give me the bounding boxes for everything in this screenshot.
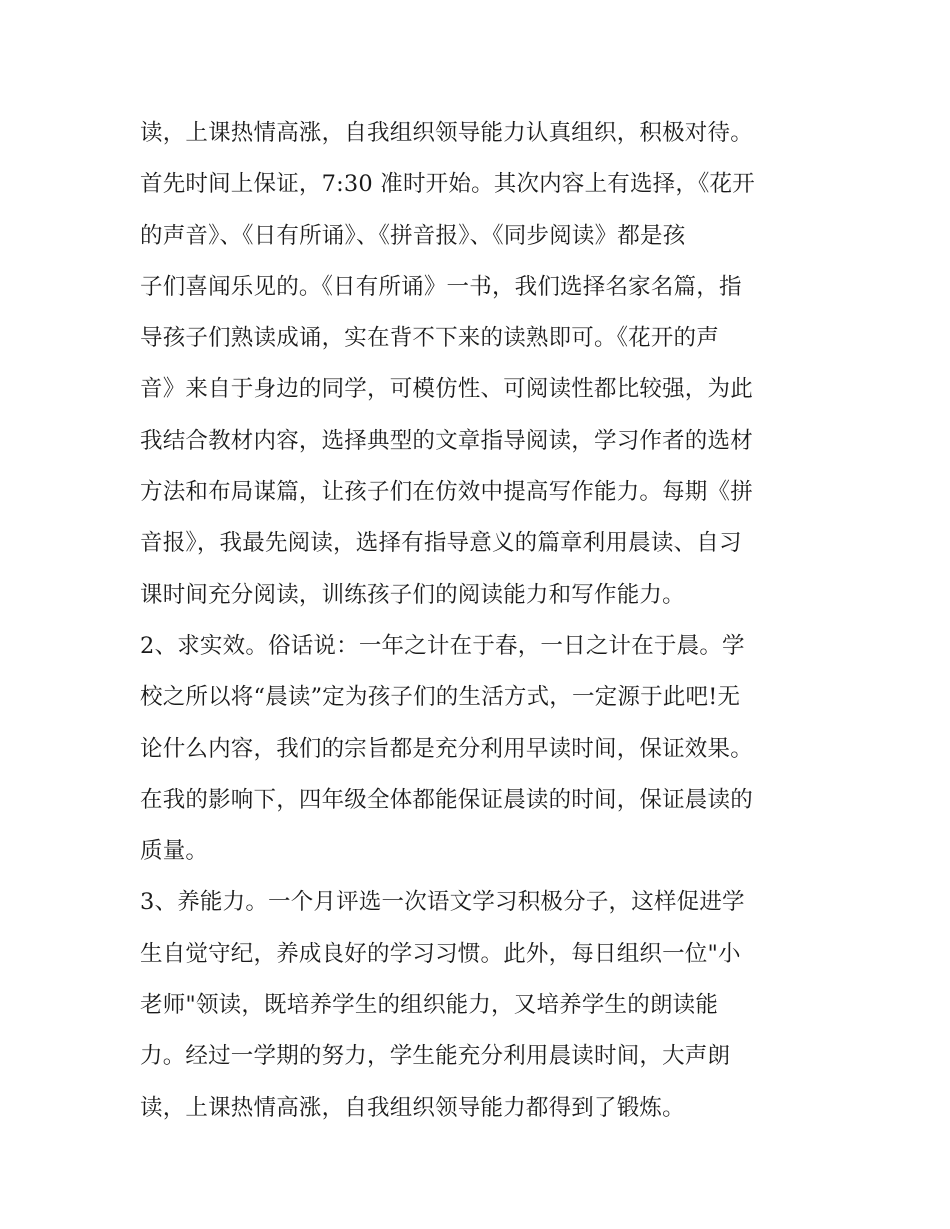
text-line: 校之所以将“晨读”定为孩子们的生活方式，一定源于此吧!无 [140,684,741,711]
text-line: 论什么内容，我们的宗旨都是充分利用早读时间，保证效果。 [140,735,753,762]
text-line: 音报》，我最先阅读，选择有指导意义的篇章利用晨读、自习 [140,530,742,557]
text-line: 质量。 [140,838,209,865]
text-line: 首先时间上保证，7:30 准时开始。其次内容上有选择，《花开 [140,171,755,198]
text-line: 音》来自于身边的同学，可模仿性、可阅读性都比较强，为此 [140,376,753,403]
text-line: 我结合教材内容，选择典型的文章指导阅读，学习作者的选材 [140,427,753,454]
text-line: 课时间充分阅读，训练孩子们的阅读能力和写作能力。 [140,581,685,608]
text-line: 方法和布局谋篇，让孩子们在仿效中提高写作能力。每期《拼 [140,479,753,506]
text-line: 读，上课热情高涨，自我组织领导能力认真组织，积极对待。 [140,120,753,146]
text-line: 老师"领读，既培养学生的组织能力，又培养学生的朗读能 [140,992,719,1019]
text-line: 3、养能力。一个月评选一次语文学习积极分子，这样促进学 [140,889,745,916]
text-line: 子们喜闻乐见的。《日有所诵》一书，我们选择名家名篇，指 [140,273,742,300]
text-line: 力。经过一学期的努力，学生能充分利用晨读时间，大声朗 [140,1043,731,1070]
text-line: 读，上课热情高涨，自我组织领导能力都得到了锻炼。 [140,1094,685,1121]
text-line: 的声音》、《日有所诵》、《拼音报》、《同步阅读》都是孩 [140,222,686,249]
text-line: 在我的影响下，四年级全体都能保证晨读的时间，保证晨读的 [140,786,753,813]
text-line: 导孩子们熟读成诵，实在背不下来的读熟即可。《花开的声 [140,325,719,352]
document-body [140,108,820,1134]
text-line: 2、求实效。俗话说：一年之计在于春，一日之计在于晨。学 [140,632,745,659]
text-line: 生自觉守纪，养成良好的学习习惯。此外，每日组织一位"小 [140,940,741,967]
